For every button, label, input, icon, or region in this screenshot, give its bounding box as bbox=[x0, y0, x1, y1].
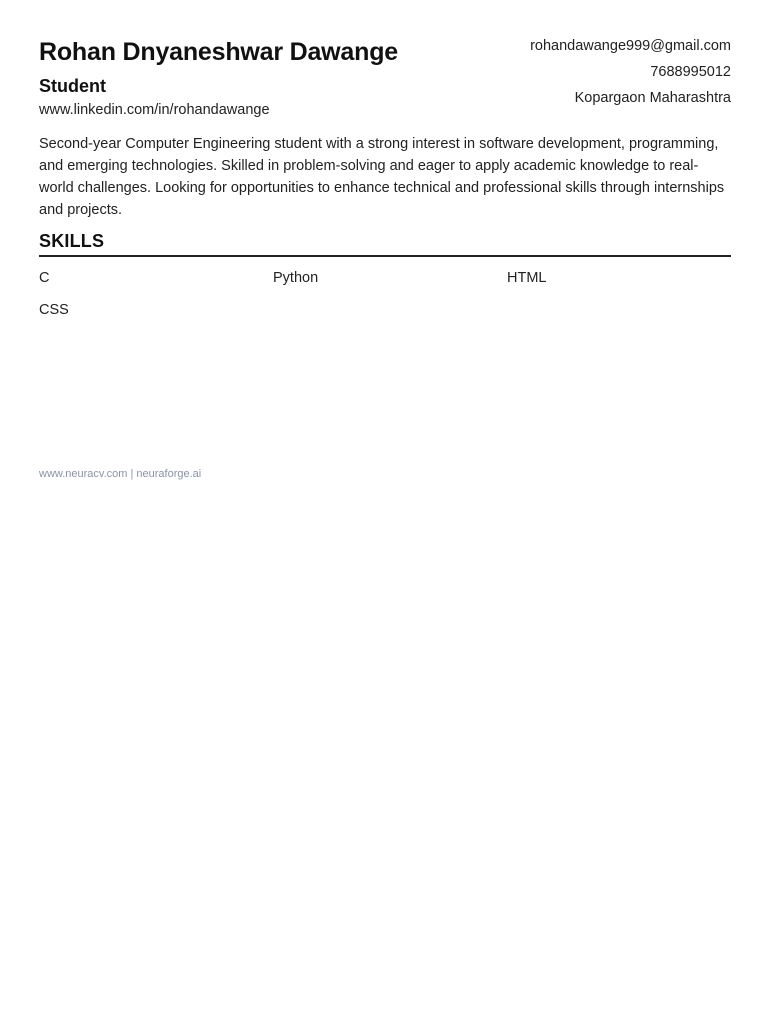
phone-number[interactable]: 7688995012 bbox=[650, 64, 731, 80]
candidate-name: Rohan Dnyaneshwar Dawange bbox=[39, 38, 398, 66]
skills-divider bbox=[39, 255, 731, 257]
skills-heading: SKILLS bbox=[39, 231, 105, 251]
linkedin-link[interactable]: www.linkedin.com/in/rohandawange bbox=[39, 102, 270, 118]
location: Kopargaon Maharashtra bbox=[574, 90, 731, 106]
email-link[interactable]: rohandawange999@gmail.com bbox=[530, 38, 731, 54]
skill-item: CSS bbox=[39, 302, 69, 318]
resume-header bbox=[39, 0, 731, 128]
summary-paragraph: Second-year Computer Engineering student with a strong interest in software development, programming, and emerging technologies. Skilled in problem-solving and eager to apply academic knowledge to real-world challenges. Looking for opportunities to enhance technical and professional skills through internships and projects. bbox=[39, 136, 725, 218]
contact-info bbox=[530, 37, 731, 115]
skills-list bbox=[39, 269, 731, 319]
skill-item: HTML bbox=[507, 270, 547, 286]
candidate-role: Student bbox=[39, 76, 106, 96]
resume-page bbox=[39, 0, 731, 1024]
skill-item: C bbox=[39, 270, 50, 286]
footer-credit[interactable]: www.neuracv.com | neuraforge.ai bbox=[39, 468, 202, 480]
skill-item: Python bbox=[273, 270, 319, 286]
